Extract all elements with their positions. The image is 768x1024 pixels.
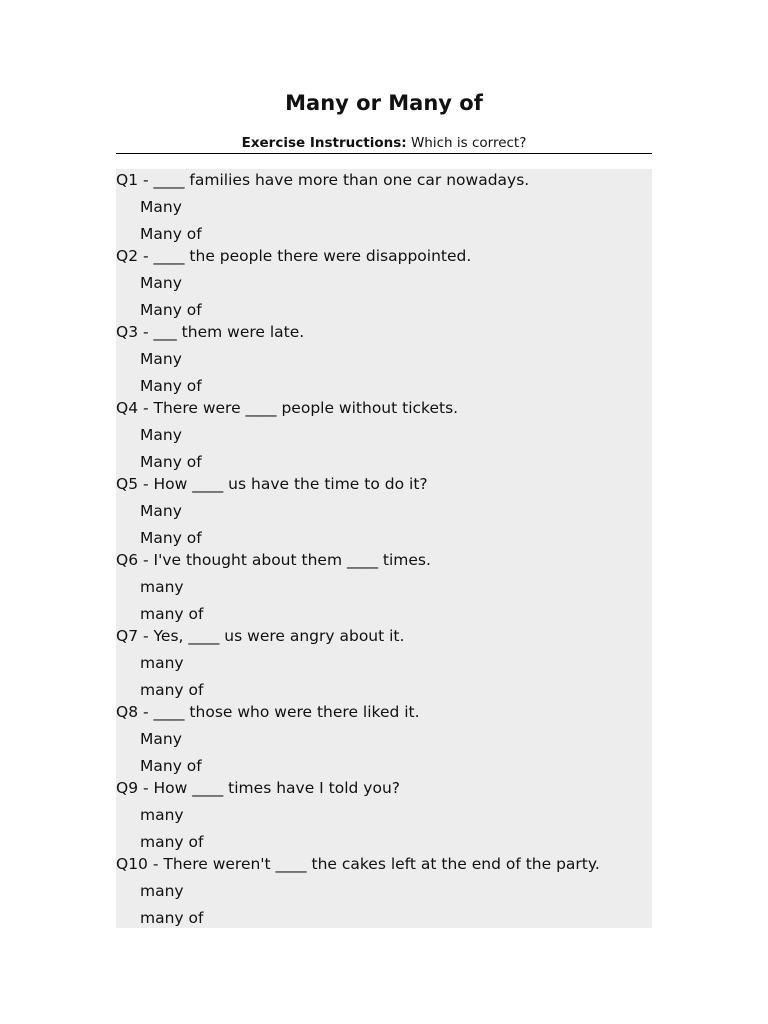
answer-option[interactable]: Many [140,350,182,368]
question-9 [116,777,652,853]
answer-option[interactable]: Many [140,426,182,444]
instructions-label: Exercise Instructions: [241,135,407,151]
question-text: Q8 - ____ those who were there liked it. [116,703,420,721]
page-title: Many or Many of [285,91,483,115]
question-text: Q4 - There were ____ people without tickets. [116,399,459,417]
question-text: Q2 - ____ the people there were disappointed. [116,247,472,265]
answer-option[interactable]: Many of [140,225,202,243]
answer-option[interactable]: many [140,578,184,596]
answer-option[interactable]: many of [140,681,204,699]
question-text: Q9 - How ____ times have I told you? [116,779,400,797]
question-2 [116,245,652,321]
answer-option[interactable]: Many of [140,529,202,547]
question-3 [116,321,652,397]
instructions-text: Which is correct? [410,135,527,151]
answer-option[interactable]: many [140,806,184,824]
answer-option[interactable]: many of [140,605,204,623]
answer-option[interactable]: Many [140,198,182,216]
answer-option[interactable]: Many [140,502,182,520]
question-text: Q6 - I've thought about them ____ times. [116,551,431,569]
answer-option[interactable]: many [140,882,184,900]
question-10 [116,853,652,929]
answer-option[interactable]: many of [140,833,204,851]
answer-option[interactable]: Many [140,274,182,292]
question-list [116,169,652,928]
answer-option[interactable]: many [140,654,184,672]
answer-option[interactable]: Many of [140,301,202,319]
question-text: Q10 - There weren't ____ the cakes left at the end of the party. [116,855,600,873]
answer-option[interactable]: Many of [140,453,202,471]
answer-option[interactable]: Many of [140,377,202,395]
question-text: Q5 - How ____ us have the time to do it? [116,475,428,493]
question-5 [116,473,652,549]
answer-option[interactable]: Many of [140,757,202,775]
question-7 [116,625,652,701]
answer-option[interactable]: many of [140,909,204,927]
exercise-instructions [116,134,652,154]
question-1 [116,169,652,245]
question-text: Q1 - ____ families have more than one car nowadays. [116,171,530,189]
question-text: Q7 - Yes, ____ us were angry about it. [116,627,405,645]
question-8 [116,701,652,777]
answer-option[interactable]: Many [140,730,182,748]
question-4 [116,397,652,473]
question-6 [116,549,652,625]
question-text: Q3 - ___ them were late. [116,323,305,341]
